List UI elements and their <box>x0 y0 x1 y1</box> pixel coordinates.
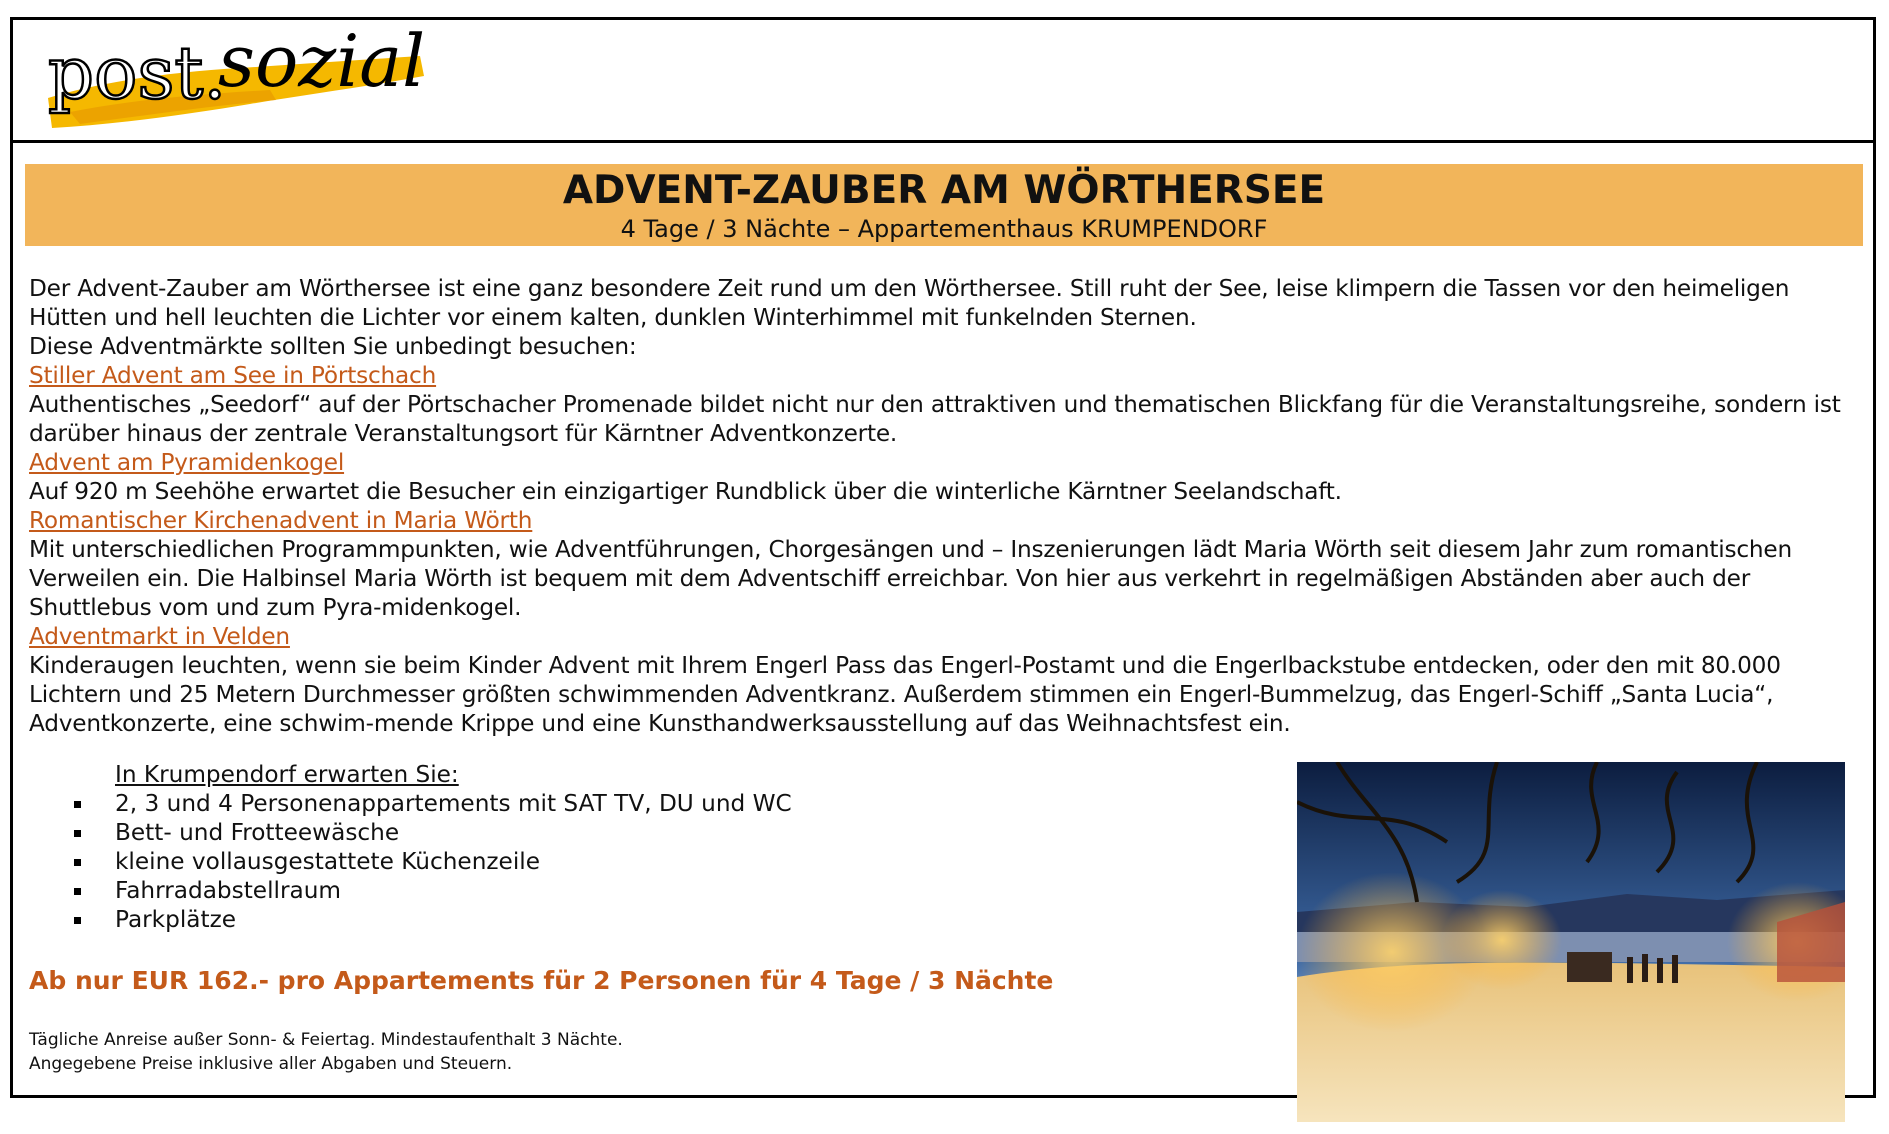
advent-market-photo <box>1297 762 1845 1122</box>
market-link-pyramidenkogel[interactable]: Advent am Pyramidenkogel <box>29 449 345 476</box>
page-subtitle: 4 Tage / 3 Nächte – Appartementhaus KRUMPENDORF <box>620 215 1268 243</box>
feature-item <box>72 847 792 876</box>
feature-label: Parkplätze <box>115 906 237 933</box>
feature-label: 2, 3 und 4 Personenappartements mit SAT TV, DU und WC <box>115 790 792 817</box>
bullet-icon <box>74 830 81 837</box>
logo-post-text: post. <box>48 31 227 115</box>
features-list <box>72 789 792 934</box>
notes <box>29 1028 623 1076</box>
feature-item <box>72 789 792 818</box>
description-text <box>29 274 1871 738</box>
market-text-pyramidenkogel: Auf 920 m Seehöhe erwartet die Besucher ein einzigartiger Rundblick über die winterliche Kärntner Seelandschaft. <box>29 478 1342 505</box>
bullet-icon <box>74 859 81 866</box>
market-link-poertschach[interactable]: Stiller Advent am See in Pörtschach <box>29 362 437 389</box>
logo-sozial-text: sozial <box>218 20 426 103</box>
feature-label: Bett- und Frotteewäsche <box>115 819 400 846</box>
bullet-icon <box>74 888 81 895</box>
feature-label: kleine vollausgestattete Küchenzeile <box>115 848 540 875</box>
features-section <box>72 760 792 934</box>
intro-paragraph: Der Advent-Zauber am Wörthersee ist eine ganz besondere Zeit rund um den Wörthersee. Still ruht der See, leise klimpern die Tassen vor den heimeligen Hütten und hell leuchten die Lichter vor einem kalten, dunklen Winterhimmel mit funkelnden Sternen. <box>29 275 1790 331</box>
market-text-poertschach: Authentisches „Seedorf“ auf der Pörtschacher Promenade bildet nicht nur den attraktiven und thematischen Blickfang für die Veranstaltungsreihe, sondern ist darüber hinaus der zentrale Veranstaltungsort für Kärntner Adventkonzerte. <box>29 391 1841 447</box>
feature-label: Fahrradabstellraum <box>115 877 341 904</box>
feature-item <box>72 876 792 905</box>
market-text-velden: Kinderaugen leuchten, wenn sie beim Kinder Advent mit Ihrem Engerl Pass das Engerl-Postamt und die Engerlbackstube entdecken, oder den mit 80.000 Lichtern und 25 Metern Durchmesser größten schwimmenden Adventkranz. Außerdem stimmen ein Engerl-Bummelzug, das Engerl-Schiff „Santa Lucia“, Adventkonzerte, eine schwim-mende Krippe und eine Kunsthandwerksausstellung auf das Weihnachtsfest ein. <box>29 652 1781 737</box>
features-heading: In Krumpendorf erwarten Sie: <box>115 761 459 788</box>
market-link-velden[interactable]: Adventmarkt in Velden <box>29 623 290 650</box>
market-link-maria-woerth[interactable]: Romantischer Kirchenadvent in Maria Wörth <box>29 507 533 534</box>
post-sozial-logo <box>40 20 430 135</box>
bullet-icon <box>74 917 81 924</box>
intro-visit-line: Diese Adventmärkte sollten Sie unbedingt besuchen: <box>29 333 637 360</box>
feature-item <box>72 818 792 847</box>
note-prices: Angegebene Preise inklusive aller Abgaben und Steuern. <box>29 1054 513 1074</box>
market-text-maria-woerth: Mit unterschiedlichen Programmpunkten, wie Adventführungen, Chorgesängen und – Inszenierungen lädt Maria Wörth seit diesem Jahr zum romantischen Verweilen ein. Die Halbinsel Maria Wörth ist bequem mit dem Adventschiff erreichbar. Von hier aus verkehrt in regelmäßigen Abständen aber auch der Shuttlebus vom und zum Pyra-midenkogel. <box>29 536 1792 621</box>
page-title: ADVENT-ZAUBER AM WÖRTHERSEE <box>562 168 1326 213</box>
bullet-icon <box>74 801 81 808</box>
price-line: Ab nur EUR 162.- pro Appartements für 2 Personen für 4 Tage / 3 Nächte <box>29 966 1054 995</box>
note-arrival: Tägliche Anreise außer Sonn- & Feiertag. Mindestaufenthalt 3 Nächte. <box>29 1030 623 1050</box>
title-banner <box>25 164 1863 246</box>
feature-item <box>72 905 792 934</box>
